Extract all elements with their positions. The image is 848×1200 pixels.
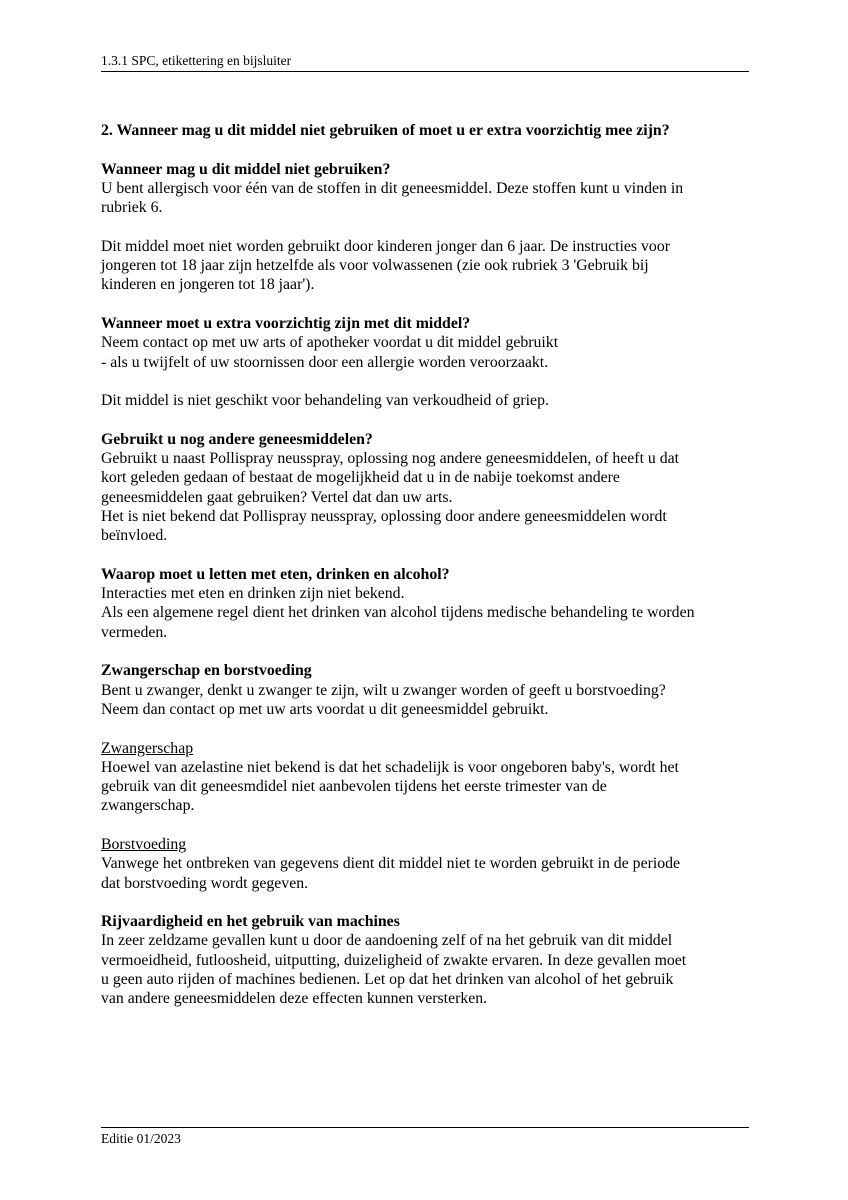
paragraph-line: gebruik van dit geneesmdidel niet aanbevolen tijdens het eerste trimester van de [101, 778, 607, 796]
paragraph-line: beïnvloed. [101, 527, 168, 545]
footer-text: Editie 01/2023 [101, 1131, 181, 1146]
paragraph-line: In zeer zeldzame gevallen kunt u door de aandoening zelf of na het gebruik van dit middel [101, 932, 673, 950]
heading-driving: Rijvaardigheid en het gebruik van machines [101, 913, 400, 931]
paragraph-line: - als u twijfelt of uw stoornissen door een allergie worden veroorzaakt. [101, 353, 549, 371]
paragraph-line: Interacties met eten en drinken zijn niet bekend. [101, 585, 405, 603]
section-pregnancy [101, 661, 751, 893]
document-body [101, 121, 751, 1009]
page-header [101, 53, 749, 72]
section-careful [101, 314, 751, 410]
paragraph-line: Vanwege het ontbreken van gegevens dient dit middel niet te worden gebruikt in de periode [101, 855, 681, 873]
section-other-medicines [101, 430, 751, 546]
paragraph-line: geneesmiddelen gaat gebruiken? Vertel dat dan uw arts. [101, 488, 453, 506]
paragraph-line: van andere geneesmiddelen deze effecten kunnen versterken. [101, 990, 488, 1008]
heading-not-use: Wanneer mag u dit middel niet gebruiken? [101, 160, 391, 178]
heading-pregnancy: Zwangerschap en borstvoeding [101, 662, 312, 680]
paragraph-line: vermoeidheid, futloosheid, uitputting, duizeligheid of zwakte ervaren. In deze gevallen moet [101, 951, 687, 969]
paragraph-line: jongeren tot 18 jaar zijn hetzelfde als voor volwassenen (zie ook rubriek 3 'Gebruik bij [101, 257, 649, 275]
paragraph-line: Hoewel van azelastine niet bekend is dat het schadelijk is voor ongeboren baby's, wordt het [101, 758, 679, 776]
paragraph-line: rubriek 6. [101, 199, 163, 217]
header-text: 1.3.1 SPC, etikettering en bijsluiter [101, 53, 292, 68]
paragraph-line: Neem dan contact op met uw arts voordat u dit geneesmiddel gebruikt. [101, 700, 549, 718]
heading-food-alcohol: Waarop moet u letten met eten, drinken en alcohol? [101, 565, 450, 583]
paragraph-line: zwangerschap. [101, 797, 195, 815]
paragraph-line: vermeden. [101, 623, 168, 641]
paragraph-line: Dit middel is niet geschikt voor behandeling van verkoudheid of griep. [101, 392, 549, 410]
section-food-alcohol [101, 565, 751, 642]
section-driving [101, 912, 751, 1008]
paragraph-line: Het is niet bekend dat Pollispray neusspray, oplossing door andere geneesmiddelen wordt [101, 507, 667, 525]
paragraph-line: Gebruikt u naast Pollispray neusspray, oplossing nog andere geneesmiddelen, of heeft u dat [101, 450, 680, 468]
subheading-breastfeeding: Borstvoeding [101, 835, 187, 853]
paragraph-line: kort geleden gedaan of bestaat de mogelijkheid dat u in de nabije toekomst andere [101, 469, 620, 487]
paragraph-line: Neem contact op met uw arts of apotheker voordat u dit middel gebruikt [101, 334, 559, 352]
section-not-use [101, 160, 751, 295]
subheading-pregnancy: Zwangerschap [101, 739, 194, 757]
page-footer [101, 1127, 749, 1147]
section-title: 2. Wanneer mag u dit middel niet gebruiken of moet u er extra voorzichtig mee zijn? [101, 122, 670, 139]
paragraph-line: Als een algemene regel dient het drinken van alcohol tijdens medische behandeling te worden [101, 604, 695, 622]
paragraph-line: dat borstvoeding wordt gegeven. [101, 874, 309, 892]
heading-careful: Wanneer moet u extra voorzichtig zijn met dit middel? [101, 314, 471, 332]
paragraph-line: u geen auto rijden of machines bedienen. Let op dat het drinken van alcohol of het gebruik [101, 971, 674, 989]
paragraph-line: U bent allergisch voor één van de stoffen in dit geneesmiddel. Deze stoffen kunt u vinden in [101, 179, 684, 197]
heading-other-medicines: Gebruikt u nog andere geneesmiddelen? [101, 430, 373, 448]
paragraph-line: Dit middel moet niet worden gebruikt door kinderen jonger dan 6 jaar. De instructies voor [101, 237, 670, 255]
paragraph-line: Bent u zwanger, denkt u zwanger te zijn, wilt u zwanger worden of geeft u borstvoeding? [101, 681, 666, 699]
paragraph-line: kinderen en jongeren tot 18 jaar'). [101, 276, 315, 294]
